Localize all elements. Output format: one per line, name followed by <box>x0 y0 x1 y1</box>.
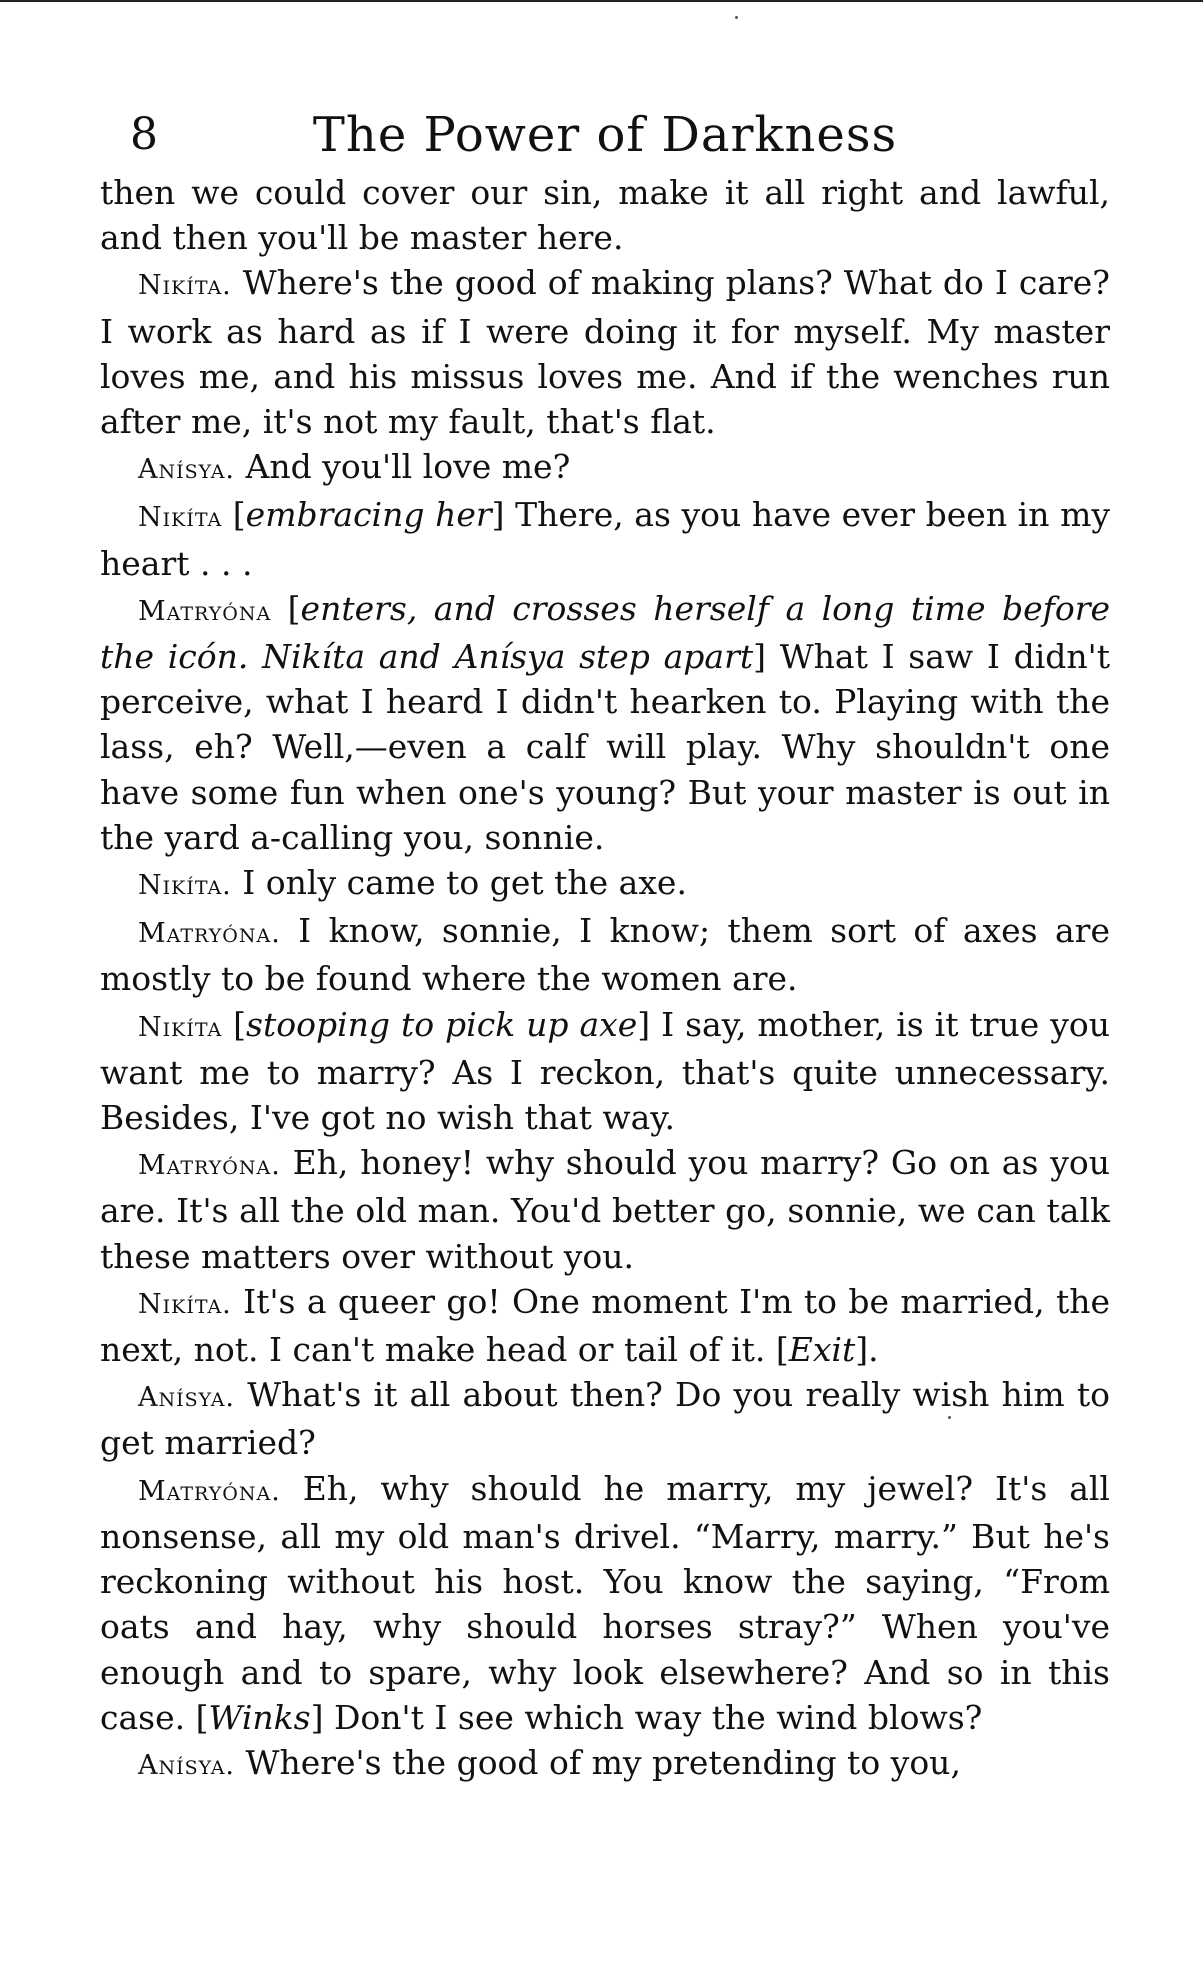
speaker-name: Anísya. <box>138 1749 236 1781</box>
running-title: The Power of Darkness <box>312 107 898 163</box>
speaker-name: Matryóna. <box>138 918 281 950</box>
dialogue-text: Where's the good of making plans? What do I care? I work as hard as if I were doing it for myself. My master loves me, and his missus loves me. And if the wenches run after me, it's not my fault, that's flat. <box>100 263 1110 442</box>
top-border-line <box>0 0 1203 2</box>
bracket-close: ] <box>491 495 505 535</box>
speaker-name: Nikíta <box>138 502 223 534</box>
stage-direction: enters, and crosses herself a long time before the icón. Nikíta and Anísya step apart <box>100 588 1110 677</box>
dialogue-paragraph <box>100 860 1110 908</box>
stage-direction-exit: Exit <box>788 1330 856 1370</box>
dialogue-paragraph <box>100 170 1110 260</box>
bracket-close: ] <box>637 1004 651 1044</box>
bracket-open: [ <box>232 495 246 535</box>
speaker-name: Matryóna <box>138 595 272 627</box>
stage-direction-winks: Winks <box>208 1697 311 1737</box>
speaker-name: Anísya. <box>138 454 236 486</box>
speaker-name: Nikíta. <box>138 1288 232 1320</box>
dialogue-text: It's a queer go! One moment I'm to be married, the next, not. I can't make head or tail of it. <box>100 1281 1110 1370</box>
bracket-open: [ <box>775 1330 789 1370</box>
speaker-name: Nikíta. <box>138 270 232 302</box>
dialogue-text: And you'll love me? <box>245 447 571 487</box>
speaker-name: Nikíta. <box>138 870 232 902</box>
speaker-name: Matryóna. <box>138 1475 281 1507</box>
dialogue-paragraph <box>100 492 1110 585</box>
dialogue-text: What's it all about then? Do you really wish him to get married? <box>100 1375 1110 1463</box>
dialogue-paragraph <box>100 1140 1110 1279</box>
dialogue-paragraph <box>100 444 1110 492</box>
stage-direction: embracing her <box>245 495 492 535</box>
dialogue-paragraph <box>100 1740 1110 1788</box>
bracket-open: [ <box>233 1004 247 1044</box>
book-page <box>100 100 1110 1788</box>
dialogue-text: What I saw I didn't perceive, what I heard I didn't hearken to. Playing with the lass, eh? Well,—even a calf will play. Why shouldn't one have some fun when one's young? But your master is out in the yard a-calling you, sonnie. <box>100 637 1110 857</box>
bracket-close: ]. <box>855 1330 879 1370</box>
play-text <box>100 170 1110 1788</box>
page-number: 8 <box>130 109 158 160</box>
bracket-close: ] <box>753 637 767 677</box>
dialogue-paragraph <box>100 1002 1110 1141</box>
dialogue-text: I only came to get the axe. <box>242 863 687 903</box>
dialogue-text: There, as you have ever been in my heart . . . <box>100 495 1111 583</box>
bracket-close: ] <box>310 1697 324 1737</box>
bracket-open: [ <box>287 588 301 628</box>
dialogue-text: Eh, why should he marry, my jewel? It's all nonsense, all my old man's drivel. “Marry, marry.” But he's reckoning without his host. You know the saying, “From oats and hay, why should horses stray?” When you've enough and to spare, why look elsewhere? And so in this case. <box>100 1468 1110 1737</box>
dialogue-paragraph <box>100 260 1110 444</box>
speaker-name: Anísya. <box>138 1382 236 1414</box>
bracket-open: [ <box>195 1697 209 1737</box>
speaker-name: Matryóna. <box>138 1150 281 1182</box>
page-header <box>100 100 1110 170</box>
dialogue-paragraph <box>100 1372 1110 1465</box>
dialogue-text: then we could cover our sin, make it all right and lawful, and then you'll be master here. <box>100 173 1110 258</box>
stage-direction: stooping to pick up axe <box>246 1004 638 1044</box>
dialogue-text: Eh, honey! why should you marry? Go on as you are. It's all the old man. You'd better go, sonnie, we can talk these matters over without you. <box>100 1143 1110 1276</box>
dialogue-text: I know, sonnie, I know; them sort of axes are mostly to be found where the women are. <box>100 911 1110 999</box>
speaker-name: Nikíta <box>138 1011 223 1043</box>
dialogue-text: Don't I see which way the wind blows? <box>333 1697 983 1737</box>
scan-speck <box>735 16 738 19</box>
dialogue-text: Where's the good of my pretending to you, <box>245 1742 961 1782</box>
dialogue-paragraph <box>100 908 1110 1001</box>
dialogue-text: I say, mother, is it true you want me to marry? As I reckon, that's quite unnecessary. Besides, I've got no wish that way. <box>100 1004 1110 1138</box>
dialogue-paragraph <box>100 1466 1110 1740</box>
dialogue-paragraph <box>100 1279 1110 1372</box>
dialogue-paragraph <box>100 586 1110 860</box>
